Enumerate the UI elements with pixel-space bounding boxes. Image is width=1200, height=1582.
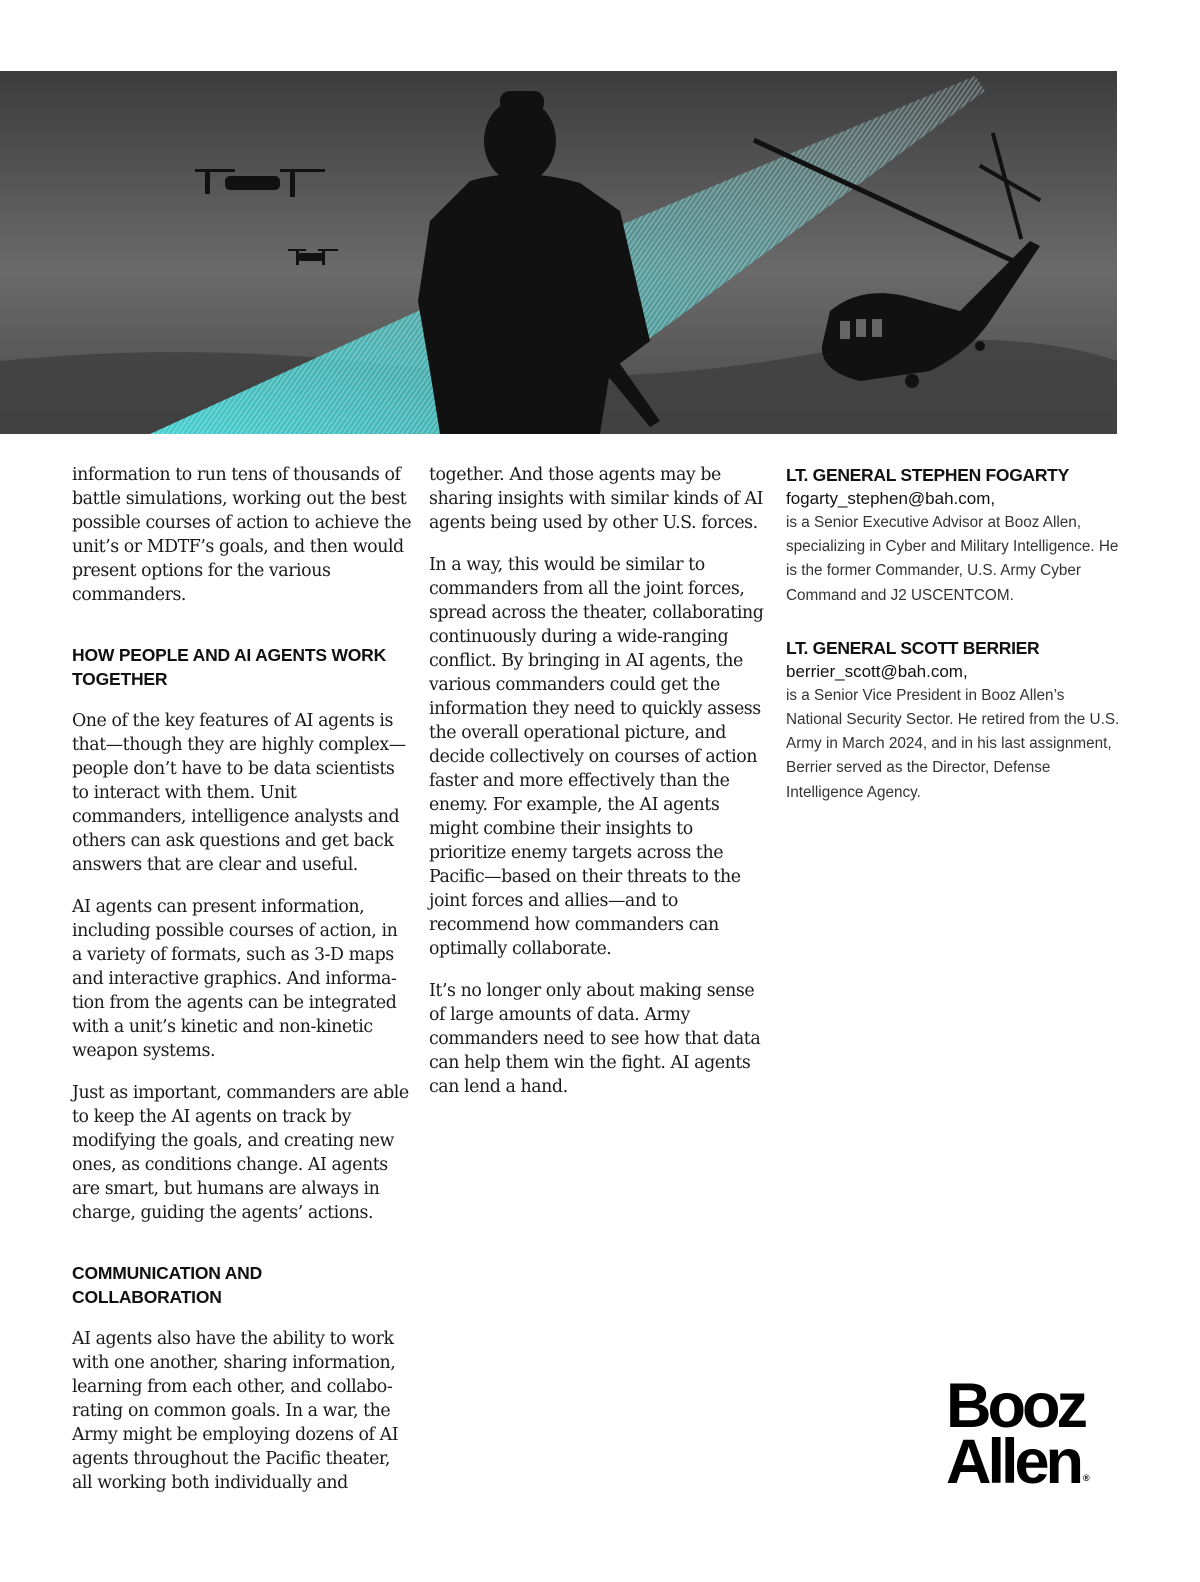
section-heading-communication: COMMUNICATION AND COLLABORATION	[72, 1263, 263, 1307]
section-heading-people-and-agents: HOW PEOPLE AND AI AGENTS WORK TOGETHER	[72, 645, 387, 689]
logo-line-2-text: Allen	[946, 1427, 1081, 1497]
author-description: is a Senior Vice President in Booz Allen’s National Security Sector. He retired from the U.S. Army in March 2024, and in his last assignment, Berrier served as the Director, Defense Intelligence Agency.	[786, 686, 1120, 801]
column-1	[72, 463, 412, 1513]
booz-allen-logo	[946, 1371, 1126, 1508]
column-2	[429, 463, 769, 1117]
author-email-link[interactable]: fogarty_stephen@bah.com,	[786, 489, 996, 508]
hero-illustration	[0, 71, 1117, 434]
author-email-link[interactable]: berrier_scott@bah.com,	[786, 661, 968, 681]
body-paragraph: One of the key features of AI agents is that—though they are highly complex—people don’t have to be data scientists to interact with them. Unit commanders, intelligence analysts and others can ask questions and get back answers that are clear and useful.	[72, 711, 406, 875]
author-name: LT. GENERAL SCOTT BERRIER	[786, 637, 1040, 658]
logo-line-1: Booz	[946, 1371, 1084, 1441]
author-description: is a Senior Executive Advisor at Booz Allen, specializing in Cyber and Military Intelligence. He is the former Commander, U.S. Army Cyber Command and J2 USCENTCOM.	[786, 514, 1119, 604]
hero-image	[0, 71, 1117, 434]
author-name: LT. GENERAL STEPHEN FOGARTY	[786, 465, 1069, 485]
body-paragraph: In a way, this would be similar to commanders from all the joint forces, spread across the theater, collaborating continuously during a wide-ranging conflict. By bringing in AI agents, the various commanders could get the information they need to quickly assess the overall operational picture, and decide collectively on courses of action faster and more effectively than the enemy. For example, the AI agents might combine their insights to prioritize enemy targets across the Pacific—based on their threats to the joint forces and allies—and to recommend how commanders can optimally collaborate.	[429, 555, 764, 959]
body-paragraph: AI agents also have the ability to work with one another, sharing information, learning from each other, and collabo-rating on common goals. In a war, the Army might be employing dozens of AI agents throughout the Pacific theater, all working both individually and	[72, 1329, 399, 1493]
body-paragraph: information to run tens of thousands of battle simulations, working out the best possible courses of action to achieve the unit’s or MDTF’s goals, and then would present options for the various commanders.	[72, 465, 412, 605]
registered-mark: ®	[1083, 1473, 1090, 1483]
author-bios	[786, 463, 1126, 833]
body-paragraph: It’s no longer only about making sense of large amounts of data. Army commanders need to see how that data can help them win the fight. AI agents can lend a hand.	[429, 981, 761, 1097]
body-paragraph: Just as important, commanders are able to keep the AI agents on track by modifying the goals, and creating new ones, as conditions change. AI agents are smart, but humans are always in charge, guiding the agents’ actions.	[72, 1083, 409, 1223]
body-paragraph: together. And those agents may be sharing insights with similar kinds of AI agents being used by other U.S. forces.	[429, 465, 764, 533]
logo-line-2	[946, 1427, 1126, 1508]
body-paragraph: AI agents can present information, including possible courses of action, in a variety of formats, such as 3-D maps and interactive graphics. And informa-tion from the agents can be integrated with a unit’s kinetic and non-kinetic weapon systems.	[72, 897, 398, 1061]
author-bio	[786, 636, 1126, 805]
author-bio	[786, 463, 1126, 608]
